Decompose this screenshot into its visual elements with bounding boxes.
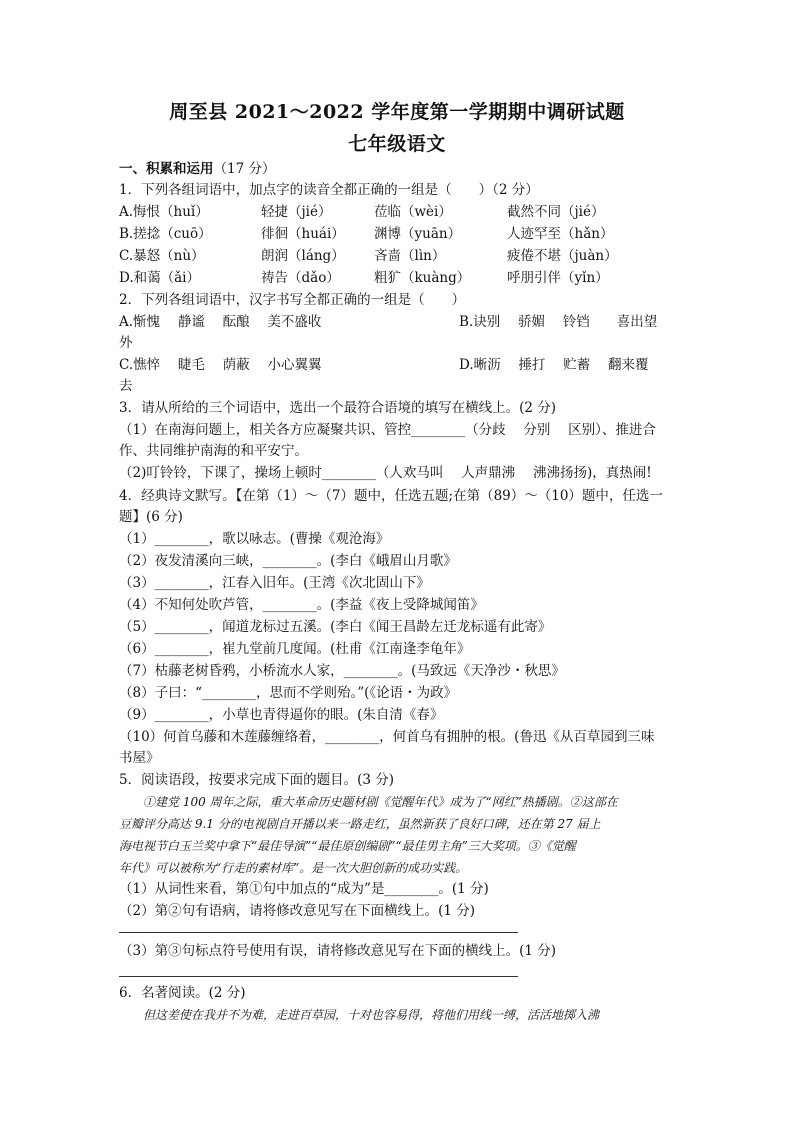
q1-option-a-2: 轻捷（jié）	[261, 204, 332, 220]
q3-sentence-1: （1）在南海问题上，相关各方应凝聚共识、管控________（分歧 分别 区别）、推进合	[119, 422, 656, 438]
q4-item-5: （5）________，闻道龙标过五溪。(李白《闻王昌龄左迁龙标遥有此寄》	[119, 619, 552, 635]
q1-option-b-4: 人迹罕至（hǎn）	[507, 226, 614, 242]
section-heading-title: 一、积累和运用	[119, 161, 214, 177]
q1-option-c-1: C.暴怒（nù）	[119, 248, 205, 264]
q2-option-a: A.惭愧 静谧 酝酿 美不盛收	[119, 314, 322, 330]
q3-sentence-2: （2)叮铃铃，下课了，操场上顿时________（人欢马叫 人声鼎沸 沸沸扬扬)，真热闹!	[119, 465, 652, 481]
section-heading-points: （17 分）	[213, 161, 276, 177]
exam-title: 周至县 2021～2022 学年度第一学期期中调研试题	[169, 101, 625, 123]
q6-stem: 6．名著阅读。(2 分)	[119, 985, 246, 1001]
q5-passage-line-1: ①建党 100 周年之际，重大革命历史题材剧《觉醒年代》成为了“网红”热播剧。②这部在	[119, 795, 618, 809]
q4-item-10: （10）何首乌藤和木莲藤缠络着，________，何首乌有拥肿的根。(鲁迅《从百草园到三味	[119, 729, 655, 745]
q5-passage-line-3: 海电视节白玉兰奖中拿下“最佳导演”“最佳原创编剧”“最佳男主角”三大奖项。③《觉醒	[119, 839, 576, 853]
q4-item-7: （7）枯藤老树昏鸦，小桥流水人家，________。(马致远《天净沙・秋思》	[119, 663, 565, 679]
q4-item-4: （4）不知何处吹芦管，________。(李益《夜上受降城闻笛》	[119, 597, 484, 613]
q3-sentence-1-continued: 作、共同维护南海的和平安宁。	[119, 443, 308, 459]
section-heading	[119, 160, 275, 178]
q1-stem: 1．下列各组词语中，加点字的读音全都正确的一组是（ ）（2 分）	[119, 182, 539, 198]
q5-stem: 5．阅读语段，按要求完成下面的题目。(3 分)	[119, 772, 395, 788]
q1-option-c-2: 朗润（láng）	[261, 248, 345, 264]
q5-subquestion-2: （2）第②句有语病，请将修改意见写在下面横线上。(1 分)	[119, 903, 476, 919]
q4-item-8: （8）子曰：“________，思而不学则殆。”(《论语・为政》	[119, 685, 458, 701]
q5-answer-line-2	[119, 976, 518, 977]
exam-subtitle: 七年级语文	[348, 133, 446, 155]
q4-item-6: （6）________，崔九堂前几度闻。(杜甫《江南逢李龟年》	[119, 641, 471, 657]
q1-option-a-1: A.悔恨（huǐ）	[119, 204, 209, 220]
q2-option-b: B.诀别 骄媚 铃铛 喜出望	[459, 314, 658, 330]
q5-subquestion-3: （3）第③句标点符号使用有误，请将修改意见写在下面的横线上。(1 分)	[119, 943, 557, 959]
q2-option-d-continued: 去	[119, 378, 133, 394]
q3-stem: 3．请从所给的三个词语中，选出一个最符合语境的填写在横线上。(2 分)	[119, 400, 557, 416]
q1-option-a-3: 莅临（wèi）	[374, 204, 452, 220]
q1-option-d-3: 粗犷（kuàng）	[374, 270, 471, 286]
q1-option-b-2: 徘徊（huái）	[261, 226, 345, 242]
q2-option-b-continued: 外	[119, 335, 133, 351]
q4-item-3: （3）________，江春入旧年。(王湾《次北固山下》	[119, 575, 430, 591]
q1-option-a-4: 截然不同（jié）	[507, 204, 605, 220]
q1-option-c-3: 吝啬（lìn）	[374, 248, 446, 264]
q4-item-2: （2）夜发清溪向三峡，________。(李白《峨眉山月歌》	[119, 553, 457, 569]
q1-option-c-4: 疲倦不堪（juàn）	[507, 248, 618, 264]
q2-option-c: C.憔悴 睫毛 荫蔽 小心翼翼	[119, 357, 322, 373]
q5-subquestion-1: （1）从词性来看，第①句中加点的“成为”是________。(1 分)	[119, 881, 489, 897]
q1-option-d-1: D.和蔼（ǎi）	[119, 270, 200, 286]
q2-option-d: D.晰沥 捶打 贮蓄 翻来覆	[459, 357, 649, 373]
q1-option-b-1: B.搓捻（cuō）	[119, 226, 212, 242]
q1-option-d-2: 祷告（dǎo）	[261, 270, 340, 286]
q1-option-d-4: 呼朋引伴（yǐn）	[507, 270, 609, 286]
q5-passage-line-2: 豆瓣评分高达 9.1 分的电视剧自开播以来一路走红，虽然新获了良好口碑，还在第 27 届上	[119, 817, 601, 831]
q2-stem: 2．下列各组词语中，汉字书写全都正确的一组是（ ）	[119, 292, 466, 308]
q4-item-1: （1）________，歌以咏志。(曹操《观沧海》	[119, 531, 390, 547]
q5-answer-line-1	[119, 932, 518, 933]
q4-stem: 4．经典诗文默写。【在第（1）～（7）题中，任选五题;在第（89）～（10）题中，任选一	[119, 488, 663, 504]
q5-passage-line-4: 年代》可以被称为“行走的素材库”。是一次大胆创新的成功实践。	[119, 861, 468, 875]
q6-passage-line-1: 但这差使在我并不为难，走进百草园，十对也容易得，将他们用线一缚，活活地掷入沸	[119, 1008, 600, 1022]
q4-item-10-continued: 书屋》	[119, 750, 160, 766]
q4-item-9: （9）________，小草也青得逼你的眼。(朱自清《春》	[119, 707, 444, 723]
q4-stem-continued: 题】(6 分)	[119, 509, 183, 525]
q1-option-b-3: 渊博（yuān）	[374, 226, 462, 242]
